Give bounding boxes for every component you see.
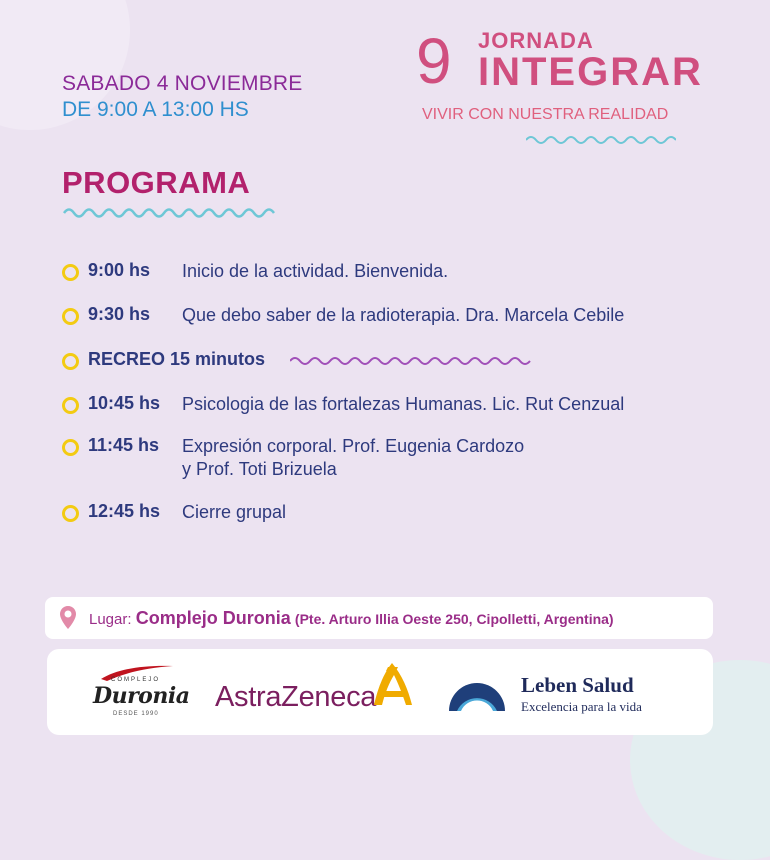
location-box	[45, 597, 713, 639]
location-label: Lugar:	[89, 611, 132, 628]
event-title: INTEGRAR	[478, 50, 703, 94]
schedule-desc-line2: y Prof. Toti Brizuela	[182, 459, 337, 479]
leben-tagline: Excelencia para la vida	[521, 699, 642, 714]
time-line: DE 9:00 A 13:00 HS	[62, 98, 249, 121]
sponsors-bar	[47, 649, 713, 735]
teal-wave-icon	[526, 134, 676, 146]
schedule-time: 12:45 hs	[88, 501, 161, 521]
bullet-icon	[62, 397, 79, 414]
leben-symbol-icon	[447, 667, 507, 713]
duronia-name: Duronia	[93, 683, 190, 709]
schedule-desc: Psicologia de las fortalezas Humanas. Lic. Rut Cenzual	[182, 394, 625, 414]
schedule-time: 9:30 hs	[88, 304, 151, 324]
bullet-icon	[62, 353, 79, 370]
event-subtitle: VIVIR CON NUESTRA REALIDAD	[422, 106, 669, 123]
schedule-desc: Inicio de la actividad. Bienvenida.	[182, 261, 449, 281]
leben-name: Leben Salud	[521, 673, 634, 697]
location-address: (Pte. Arturo Illia Oeste 250, Cipolletti, Argentina)	[294, 611, 614, 627]
schedule-time: 9:00 hs	[88, 260, 151, 280]
duronia-small-text: COMPLEJO	[111, 677, 161, 683]
event-word: JORNADA	[478, 28, 594, 53]
location-name: Complejo Duronia	[135, 608, 291, 628]
schedule-time: 10:45 hs	[88, 393, 161, 413]
event-number: 9	[416, 25, 452, 97]
schedule-desc: Cierre grupal	[182, 502, 287, 522]
bullet-icon	[62, 264, 79, 281]
bullet-icon	[62, 439, 79, 456]
schedule-desc: Que debo saber de la radioterapia. Dra. Marcela Cebile	[182, 305, 625, 325]
bullet-icon	[62, 505, 79, 522]
leben-salud-logo	[447, 663, 667, 723]
location-text	[89, 608, 614, 629]
schedule-desc: Expresión corporal. Prof. Eugenia Cardozo	[182, 436, 525, 456]
date-line: SABADO 4 NOVIEMBRE	[62, 72, 303, 95]
date-block	[62, 72, 303, 122]
purple-wave-icon	[290, 355, 540, 367]
program-title: PROGRAMA	[62, 165, 251, 200]
schedule-time: 11:45 hs	[88, 435, 160, 455]
event-logo	[416, 22, 703, 152]
teal-wave-icon	[62, 206, 282, 220]
duronia-since: DESDE 1990	[113, 711, 159, 717]
bullet-icon	[62, 308, 79, 325]
astrazeneca-name: AstraZeneca	[215, 681, 377, 713]
location-pin-icon	[59, 605, 77, 631]
astrazeneca-logo	[215, 659, 415, 719]
duronia-logo	[91, 661, 190, 723]
break-label: RECREO 15 minutos	[88, 349, 266, 369]
astrazeneca-symbol-icon	[370, 659, 414, 711]
